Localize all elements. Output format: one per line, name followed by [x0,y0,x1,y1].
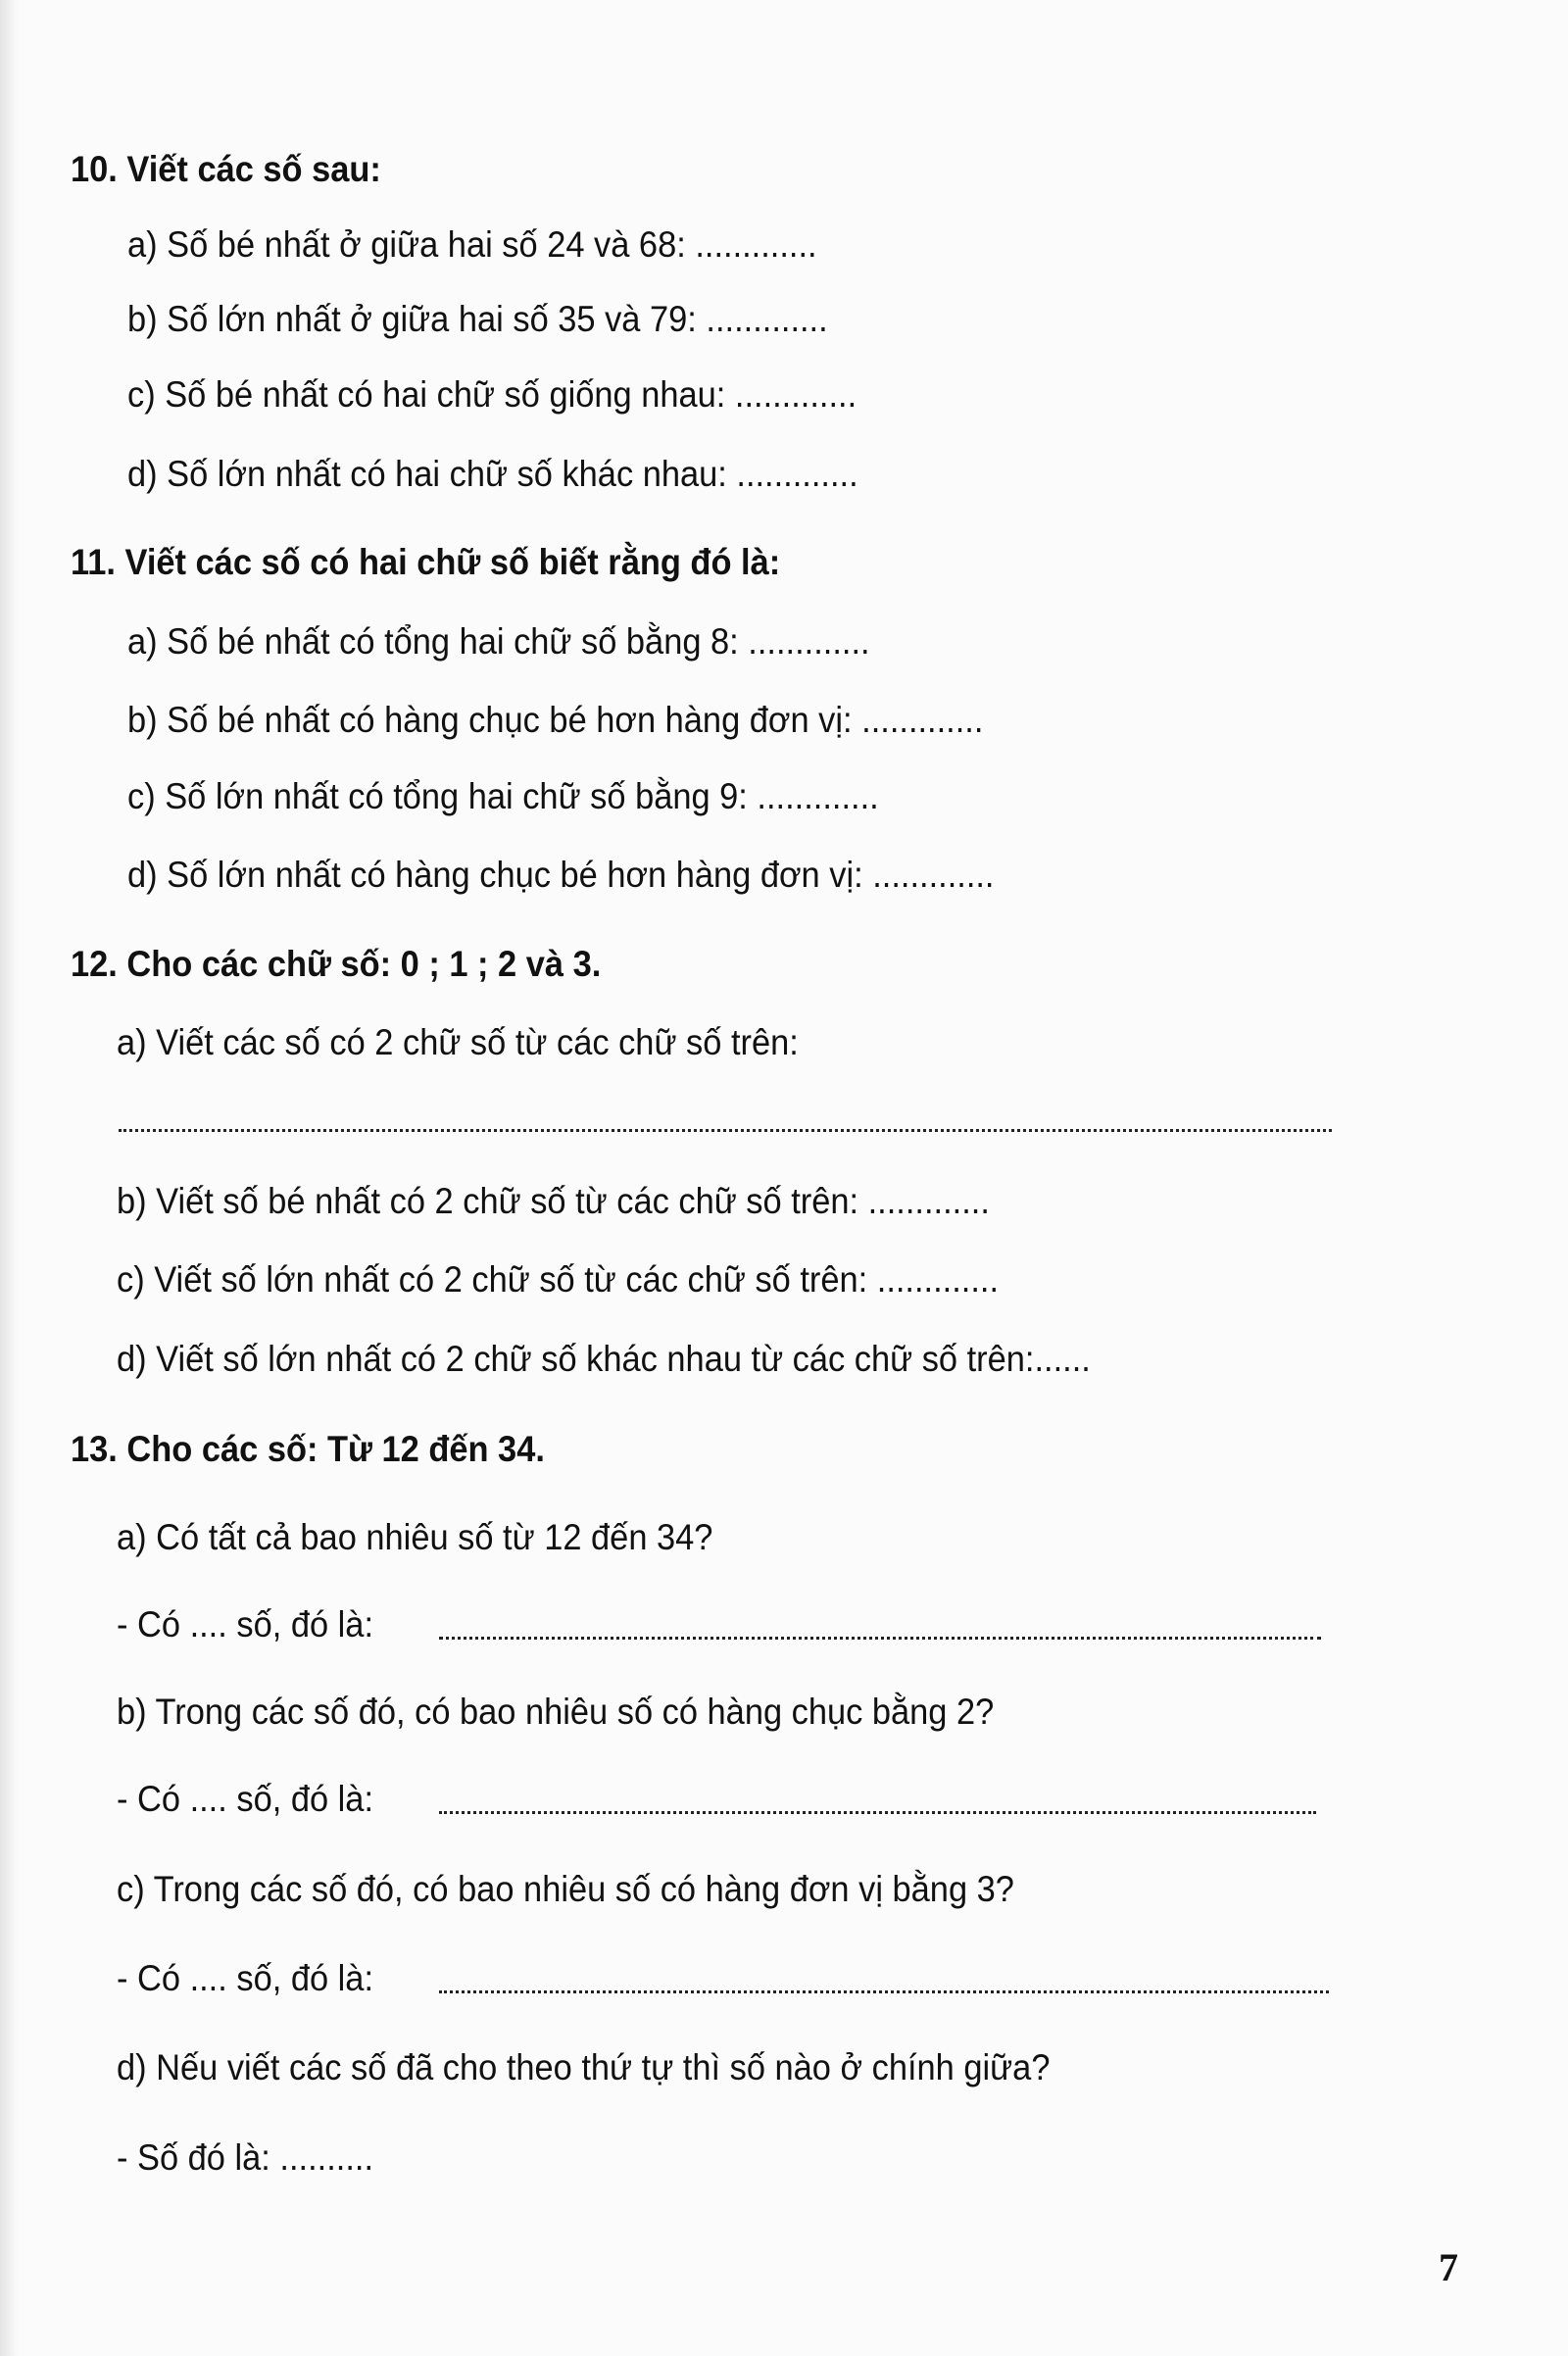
exercise-13-title: 13. Cho các số: Từ 12 đến 34. [71,1429,545,1469]
exercise-13-a: a) Có tất cả bao nhiêu số từ 12 đến 34? [117,1517,713,1557]
answer-dotted-line[interactable] [439,1811,1316,1814]
page-edge-shadow [0,0,18,2356]
exercise-10-b: b) Số lớn nhất ở giữa hai số 35 và 79: ............. [127,299,828,339]
exercise-13-b: b) Trong các số đó, có bao nhiêu số có hàng chục bằng 2? [117,1692,995,1732]
exercise-11-a: a) Số bé nhất có tổng hai chữ số bằng 8: ............. [127,621,870,662]
exercise-12-a: a) Viết các số có 2 chữ số từ các chữ số trên: [117,1022,799,1062]
exercise-11-d: d) Số lớn nhất có hàng chục bé hơn hàng đơn vị: ............. [127,855,995,895]
exercise-11-title: 11. Viết các số có hai chữ số biết rằng đó là: [71,542,781,582]
page-number: 7 [1439,2245,1458,2289]
exercise-10-c: c) Số bé nhất có hai chữ số giống nhau: ............. [127,374,858,415]
exercise-13-c-answer: - Có .... số, đó là: [117,1958,374,1998]
answer-dotted-line[interactable] [439,1990,1329,1993]
answer-dotted-line[interactable] [119,1129,1332,1132]
exercise-11-b: b) Số bé nhất có hàng chục bé hơn hàng đơn vị: ............. [127,700,984,740]
exercise-13-a-answer: - Có .... số, đó là: [117,1604,374,1644]
exercise-13-d-answer: - Số đó là: .......... [117,2137,374,2178]
exercise-12-c: c) Viết số lớn nhất có 2 chữ số từ các chữ số trên: ............. [117,1259,1000,1300]
exercise-12-b: b) Viết số bé nhất có 2 chữ số từ các chữ số trên: ............. [117,1181,990,1221]
exercise-11-c: c) Số lớn nhất có tổng hai chữ số bằng 9: ............. [127,776,879,816]
exercise-12-title: 12. Cho các chữ số: 0 ; 1 ; 2 và 3. [71,944,602,984]
exercise-10-title: 10. Viết các số sau: [71,149,381,189]
exercise-10-d: d) Số lớn nhất có hai chữ số khác nhau: ............. [127,454,858,494]
exercise-10-a: a) Số bé nhất ở giữa hai số 24 và 68: ............. [127,224,817,265]
exercise-13-c: c) Trong các số đó, có bao nhiêu số có hàng đơn vị bằng 3? [117,1869,1014,1909]
exercise-13-d: d) Nếu viết các số đã cho theo thứ tự thì số nào ở chính giữa? [117,2047,1051,2087]
answer-dotted-line[interactable] [439,1637,1321,1640]
exercise-12-d: d) Viết số lớn nhất có 2 chữ số khác nhau từ các chữ số trên:...... [117,1339,1091,1379]
exercise-13-b-answer: - Có .... số, đó là: [117,1779,374,1819]
